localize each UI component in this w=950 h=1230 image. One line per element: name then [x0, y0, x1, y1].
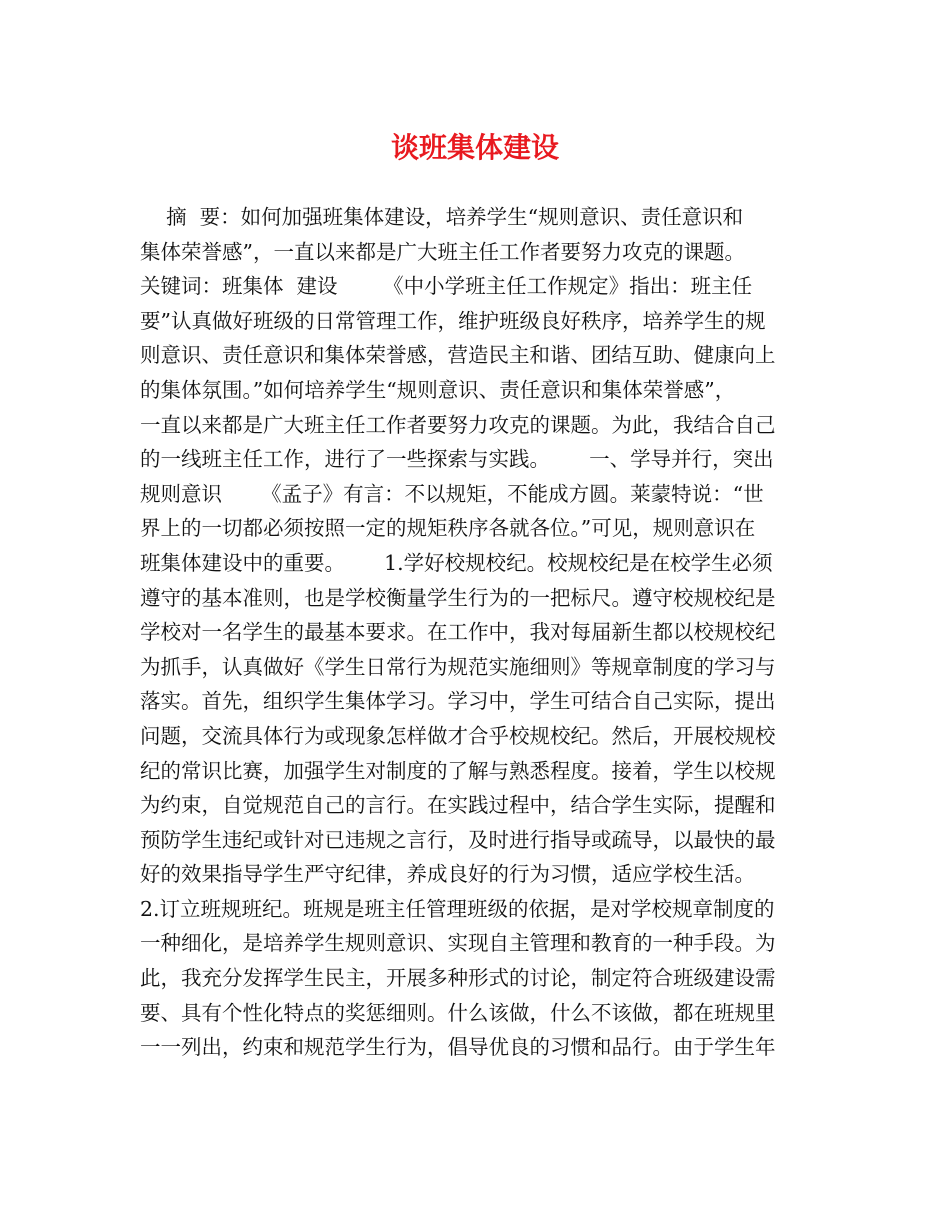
body-text-line: 预防学生违纪或针对已违规之言行，及时进行指导或疏导，以最快的最 — [140, 827, 776, 852]
body-text-line: 摘 要：如何加强班集体建设，培养学生“规则意识、责任意识和 — [140, 205, 744, 229]
body-text-line: 一种细化，是培养学生规则意识、实现自主管理和教育的一种手段。为 — [140, 931, 776, 956]
body-text-line: 问题，交流具体行为或现象怎样做才合乎校规校纪。然后，开展校规校 — [140, 723, 776, 748]
body-text-line: 好的效果指导学生严守纪律，养成良好的行为习惯，适应学校生活。 — [140, 862, 755, 887]
body-text-line: 的集体氛围。”如何培养学生“规则意识、责任意识和集体荣誉感”， — [140, 377, 736, 402]
body-text-line: 的一线班主任工作，进行了一些探索与实践。 一、学导并行，突出 — [140, 447, 774, 472]
body-text-line: 遵守的基本准则，也是学校衡量学生行为的一把标尺。遵守校规校纪是 — [140, 585, 776, 610]
body-text-line: 要、具有个性化特点的奖惩细则。什么该做，什么不该做，都在班规里 — [140, 1000, 776, 1025]
body-text-line: 此，我充分发挥学生民主，开展多种形式的讨论，制定符合班级建设需 — [140, 966, 776, 991]
body-text-line: 关键词：班集体 建设 《中小学班主任工作规定》指出：班主任 — [140, 274, 753, 299]
body-text-line: 学校对一名学生的最基本要求。在工作中，我对每届新生都以校规校纪 — [140, 620, 776, 645]
body-text-line: 规则意识 《孟子》有言：不以规矩，不能成方圆。莱蒙特说：“世 — [140, 481, 764, 506]
body-text-line: 为抓手，认真做好《学生日常行为规范实施细则》等规章制度的学习与 — [140, 654, 776, 679]
body-text-line: 则意识、责任意识和集体荣誉感，营造民主和谐、团结互助、健康向上 — [140, 343, 776, 368]
body-text-line: 要”认真做好班级的日常管理工作，维护班级良好秩序，培养学生的规 — [140, 308, 766, 333]
body-text-line: 纪的常识比赛，加强学生对制度的了解与熟悉程度。接着，学生以校规 — [140, 758, 776, 783]
body-text-line: 界上的一切都必须按照一定的规矩秩序各就各位。”可见，规则意识在 — [140, 516, 756, 541]
body-text-line: 集体荣誉感”，一直以来都是广大班主任工作者要努力攻克的课题。 — [140, 239, 745, 264]
document-title: 谈班集体建设 — [390, 131, 559, 164]
body-text-line: 2.订立班规班纪。班规是班主任管理班级的依据，是对学校规章制度的 — [140, 896, 775, 921]
body-text-line: 班集体建设中的重要。 1.学好校规校纪。校规校纪是在校学生必须 — [140, 550, 773, 575]
body-text-line: 落实。首先，组织学生集体学习。学习中，学生可结合自己实际，提出 — [140, 689, 776, 714]
body-text-line: 一一列出，约束和规范学生行为，倡导优良的习惯和品行。由于学生年 — [140, 1035, 776, 1060]
document-body — [140, 200, 815, 1065]
body-text-line: 一直以来都是广大班主任工作者要努力攻克的课题。为此，我结合自己 — [140, 412, 776, 437]
body-text-line: 为约束，自觉规范自己的言行。在实践过程中，结合学生实际，提醒和 — [140, 793, 776, 818]
